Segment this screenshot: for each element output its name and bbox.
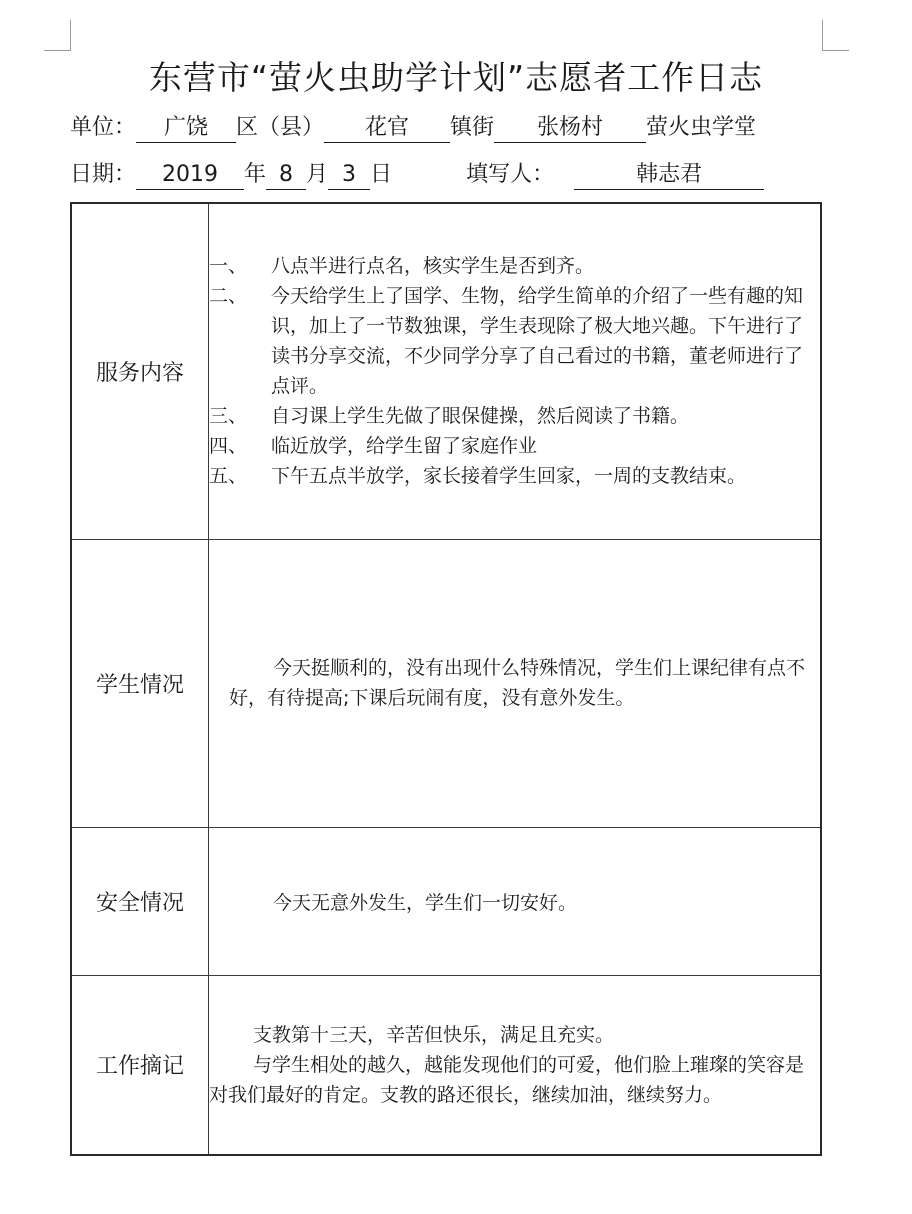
service-item: 五、 下午五点半放学，家长接着学生回家，一周的支教结束。 — [209, 465, 747, 488]
day-field: 3 — [328, 161, 370, 190]
month-suffix: 月 — [306, 162, 329, 187]
service-row — [71, 203, 821, 539]
day-suffix: 日 — [370, 162, 393, 187]
service-item: 一、 八点半进行点名，核实学生是否到齐。 — [209, 255, 595, 278]
author-label: 填写人： — [466, 162, 555, 187]
service-item: 四、 临近放学，给学生留了家庭作业 — [209, 435, 538, 458]
village-suffix: 萤火虫学堂 — [646, 115, 757, 140]
service-item: 二、 今天给学生上了国学、生物，给学生简单的介绍了一些有趣的知识，加上了一节数独课，学生表现除了极大地兴趣。下午进行了读书分享交流，不少同学分享了自己看过的书籍，董老师进行了点评。 — [209, 285, 804, 398]
date-label: 日期： — [70, 162, 137, 187]
notes-row — [71, 975, 821, 1155]
date-line — [70, 157, 764, 190]
log-table — [70, 202, 822, 1156]
year-field: 2019 — [136, 161, 244, 190]
year-suffix: 年 — [244, 162, 267, 187]
district-suffix: 区（县） — [236, 115, 325, 140]
district-field: 广饶 — [136, 114, 236, 143]
notes-paragraph-2: 与学生相处的越久，越能发现他们的可爱，他们脸上璀璨的笑容是对我们最好的肯定。支教的路还很长，继续加油，继续努力。 — [209, 1053, 805, 1106]
village-field: 张杨村 — [494, 114, 646, 143]
crop-mark-top-right — [822, 20, 849, 51]
crop-mark-top-left — [44, 20, 71, 51]
unit-label: 单位： — [70, 115, 137, 140]
service-item: 三、 自习课上学生先做了眼保健操，然后阅读了书籍。 — [209, 405, 690, 428]
document-title: 东营市“萤火虫助学计划”志愿者工作日志 — [148, 58, 764, 97]
month-field: 8 — [266, 161, 306, 190]
town-suffix: 镇街 — [450, 115, 495, 140]
students-text: 今天挺顺利的，没有出现什么特殊情况，学生们上课纪律有点不好，有待提高;下课后玩闹有度，没有意外发生。 — [229, 657, 806, 709]
author-field: 韩志君 — [574, 161, 764, 190]
students-row — [71, 539, 821, 827]
students-label: 学生情况 — [71, 539, 209, 827]
unit-line — [70, 110, 756, 143]
safety-label: 安全情况 — [71, 827, 209, 975]
safety-row — [71, 827, 821, 975]
notes-paragraph-1: 支教第十三天，辛苦但快乐，满足且充实。 — [253, 1023, 615, 1046]
notes-label: 工作摘记 — [71, 975, 209, 1155]
town-field: 花官 — [324, 114, 450, 143]
safety-text: 今天无意外发生，学生们一切安好。 — [273, 891, 578, 914]
service-label: 服务内容 — [71, 203, 209, 539]
service-content — [209, 203, 822, 539]
